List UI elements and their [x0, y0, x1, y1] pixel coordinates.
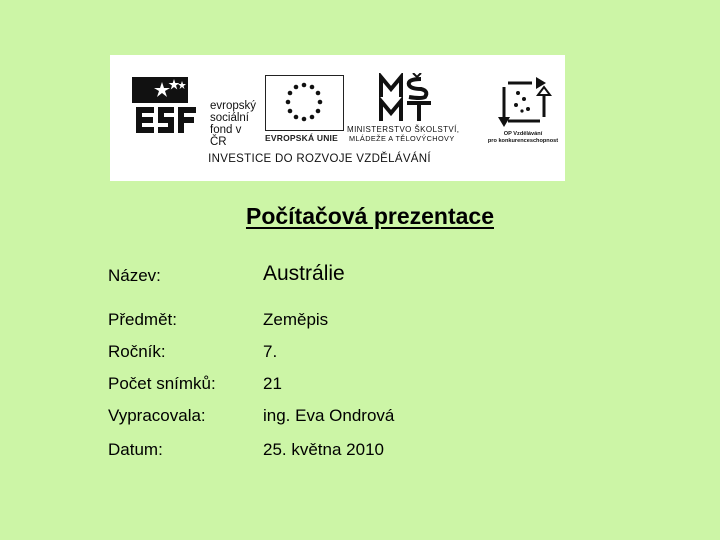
- eu-caption: EVROPSKÁ UNIE: [265, 133, 338, 143]
- esf-line-2: sociální: [210, 112, 249, 124]
- msmt-caption-line-1: MINISTERSTVO ŠKOLSTVÍ,: [347, 125, 460, 134]
- opvk-caption-line-2: pro konkurenceschopnost: [487, 138, 559, 144]
- field-value: ing. Eva Ondrová: [263, 406, 395, 425]
- field-value: Austrálie: [263, 262, 345, 285]
- field-value: 25. května 2010: [263, 440, 384, 459]
- msmt-caption: [347, 125, 487, 143]
- eu-logo: [265, 75, 344, 145]
- esf-line-3: fond v ČR: [210, 124, 242, 148]
- logo-banner: [110, 55, 565, 181]
- field-label: Předmět:: [108, 310, 177, 329]
- esf-text: [210, 100, 256, 148]
- field-label: Název:: [108, 266, 161, 285]
- field-value: Zeměpis: [263, 310, 329, 329]
- field-value: 7.: [263, 342, 278, 361]
- eu-flag-icon: [265, 75, 344, 131]
- eu-stars: [266, 76, 342, 129]
- esf-wordmark-logo: [132, 77, 208, 139]
- opvk-caption: [482, 131, 564, 145]
- msmt-monogram-icon: [377, 73, 457, 125]
- presentation-title: Počítačová prezentace: [245, 203, 494, 229]
- msmt-logo: [347, 73, 487, 143]
- esf-line-1: evropský: [210, 100, 257, 112]
- opvk-caption-line-1: OP Vzdělávání: [503, 131, 543, 137]
- opvk-emblem-icon: [496, 73, 556, 129]
- msmt-caption-line-2: MLÁDEŽE A TĚLOVÝCHOVY: [349, 134, 455, 143]
- field-label: Počet snímků:: [108, 374, 216, 393]
- investment-tagline: [110, 153, 565, 165]
- investment-tagline-text: INVESTICE DO ROZVOJE VZDĚLÁVÁNÍ: [208, 153, 431, 165]
- field-value: 21: [263, 374, 282, 393]
- field-label: Datum:: [108, 440, 163, 459]
- field-label: Vypracovala:: [108, 406, 206, 425]
- field-label: Ročník:: [108, 342, 166, 361]
- opvk-logo: [482, 73, 564, 143]
